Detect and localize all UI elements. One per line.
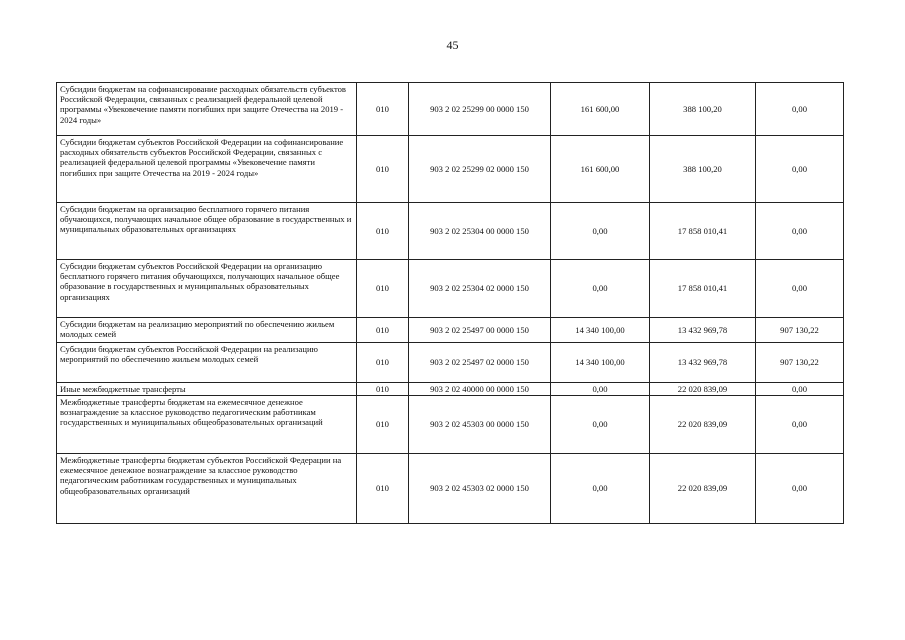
- row-code: 010: [357, 260, 409, 318]
- row-kbk: 903 2 02 40000 00 0000 150: [409, 383, 551, 396]
- row-code: 010: [357, 318, 409, 343]
- table-row: [57, 383, 844, 396]
- row-kbk: 903 2 02 25299 02 0000 150: [409, 136, 551, 203]
- table-row: [57, 454, 844, 524]
- row-value-1: 14 340 100,00: [551, 343, 650, 383]
- row-name: Субсидии бюджетам субъектов Российской Федерации на софинансирование расходных обязательств субъектов Российской Федерации, связанных с реализацией федеральной целевой программы «Увековечение памяти погибших при защите Отечества на 2019 - 2024 годы»: [57, 136, 357, 203]
- row-name: Межбюджетные трансферты бюджетам субъектов Российской Федерации на ежемесячное денежное вознаграждение за классное руководство педагогическим работникам государственных и муниципальных общеобразовательных организаций: [57, 454, 357, 524]
- row-kbk: 903 2 02 25304 00 0000 150: [409, 203, 551, 260]
- row-kbk: 903 2 02 25304 02 0000 150: [409, 260, 551, 318]
- row-name: Субсидии бюджетам на реализацию мероприятий по обеспечению жильем молодых семей: [57, 318, 357, 343]
- table-row: [57, 83, 844, 136]
- row-value-3: 0,00: [756, 396, 844, 454]
- row-code: 010: [357, 136, 409, 203]
- table-row: [57, 136, 844, 203]
- row-kbk: 903 2 02 45303 02 0000 150: [409, 454, 551, 524]
- row-value-3: 0,00: [756, 260, 844, 318]
- row-value-3: 907 130,22: [756, 318, 844, 343]
- row-value-1: 161 600,00: [551, 83, 650, 136]
- row-value-2: 22 020 839,09: [650, 454, 756, 524]
- row-value-2: 22 020 839,09: [650, 396, 756, 454]
- table-row: [57, 260, 844, 318]
- row-code: 010: [357, 343, 409, 383]
- row-value-3: 0,00: [756, 383, 844, 396]
- page-number: 45: [446, 38, 459, 52]
- row-name: Иные межбюджетные трансферты: [57, 383, 357, 396]
- row-name: Субсидии бюджетам на софинансирование расходных обязательств субъектов Российской Федерации, связанных с реализацией федеральной целевой программы «Увековечение памяти погибших при защите Отечества на 2019 - 2024 годы»: [57, 83, 357, 136]
- table-row: [57, 203, 844, 260]
- row-value-1: 0,00: [551, 383, 650, 396]
- table-row: [57, 343, 844, 383]
- row-value-2: 17 858 010,41: [650, 203, 756, 260]
- row-value-2: 388 100,20: [650, 83, 756, 136]
- row-code: 010: [357, 203, 409, 260]
- row-kbk: 903 2 02 25497 02 0000 150: [409, 343, 551, 383]
- row-code: 010: [357, 454, 409, 524]
- table-row: [57, 396, 844, 454]
- row-value-1: 0,00: [551, 454, 650, 524]
- row-name: Межбюджетные трансферты бюджетам на ежемесячное денежное вознаграждение за классное руководство педагогическим работникам государственных и муниципальных общеобразовательных организаций: [57, 396, 357, 454]
- row-value-3: 0,00: [756, 83, 844, 136]
- row-value-2: 17 858 010,41: [650, 260, 756, 318]
- row-kbk: 903 2 02 45303 00 0000 150: [409, 396, 551, 454]
- row-value-1: 161 600,00: [551, 136, 650, 203]
- row-value-1: 0,00: [551, 396, 650, 454]
- row-value-1: 0,00: [551, 203, 650, 260]
- row-kbk: 903 2 02 25299 00 0000 150: [409, 83, 551, 136]
- row-value-2: 13 432 969,78: [650, 343, 756, 383]
- row-code: 010: [357, 396, 409, 454]
- row-name: Субсидии бюджетам на организацию бесплатного горячего питания обучающихся, получающих начальное общее образование в государственных и муниципальных образовательных организациях: [57, 203, 357, 260]
- row-value-1: 14 340 100,00: [551, 318, 650, 343]
- row-value-2: 22 020 839,09: [650, 383, 756, 396]
- row-code: 010: [357, 383, 409, 396]
- row-code: 010: [357, 83, 409, 136]
- row-value-3: 0,00: [756, 136, 844, 203]
- row-value-3: 907 130,22: [756, 343, 844, 383]
- row-kbk: 903 2 02 25497 00 0000 150: [409, 318, 551, 343]
- table-row: [57, 318, 844, 343]
- row-value-1: 0,00: [551, 260, 650, 318]
- budget-table: [56, 82, 844, 524]
- row-value-2: 13 432 969,78: [650, 318, 756, 343]
- row-value-3: 0,00: [756, 203, 844, 260]
- row-value-3: 0,00: [756, 454, 844, 524]
- row-name: Субсидии бюджетам субъектов Российской Федерации на организацию бесплатного горячего питания обучающихся, получающих начальное общее образование в государственных и муниципальных образовательных организациях: [57, 260, 357, 318]
- row-value-2: 388 100,20: [650, 136, 756, 203]
- row-name: Субсидии бюджетам субъектов Российской Федерации на реализацию мероприятий по обеспечению жильем молодых семей: [57, 343, 357, 383]
